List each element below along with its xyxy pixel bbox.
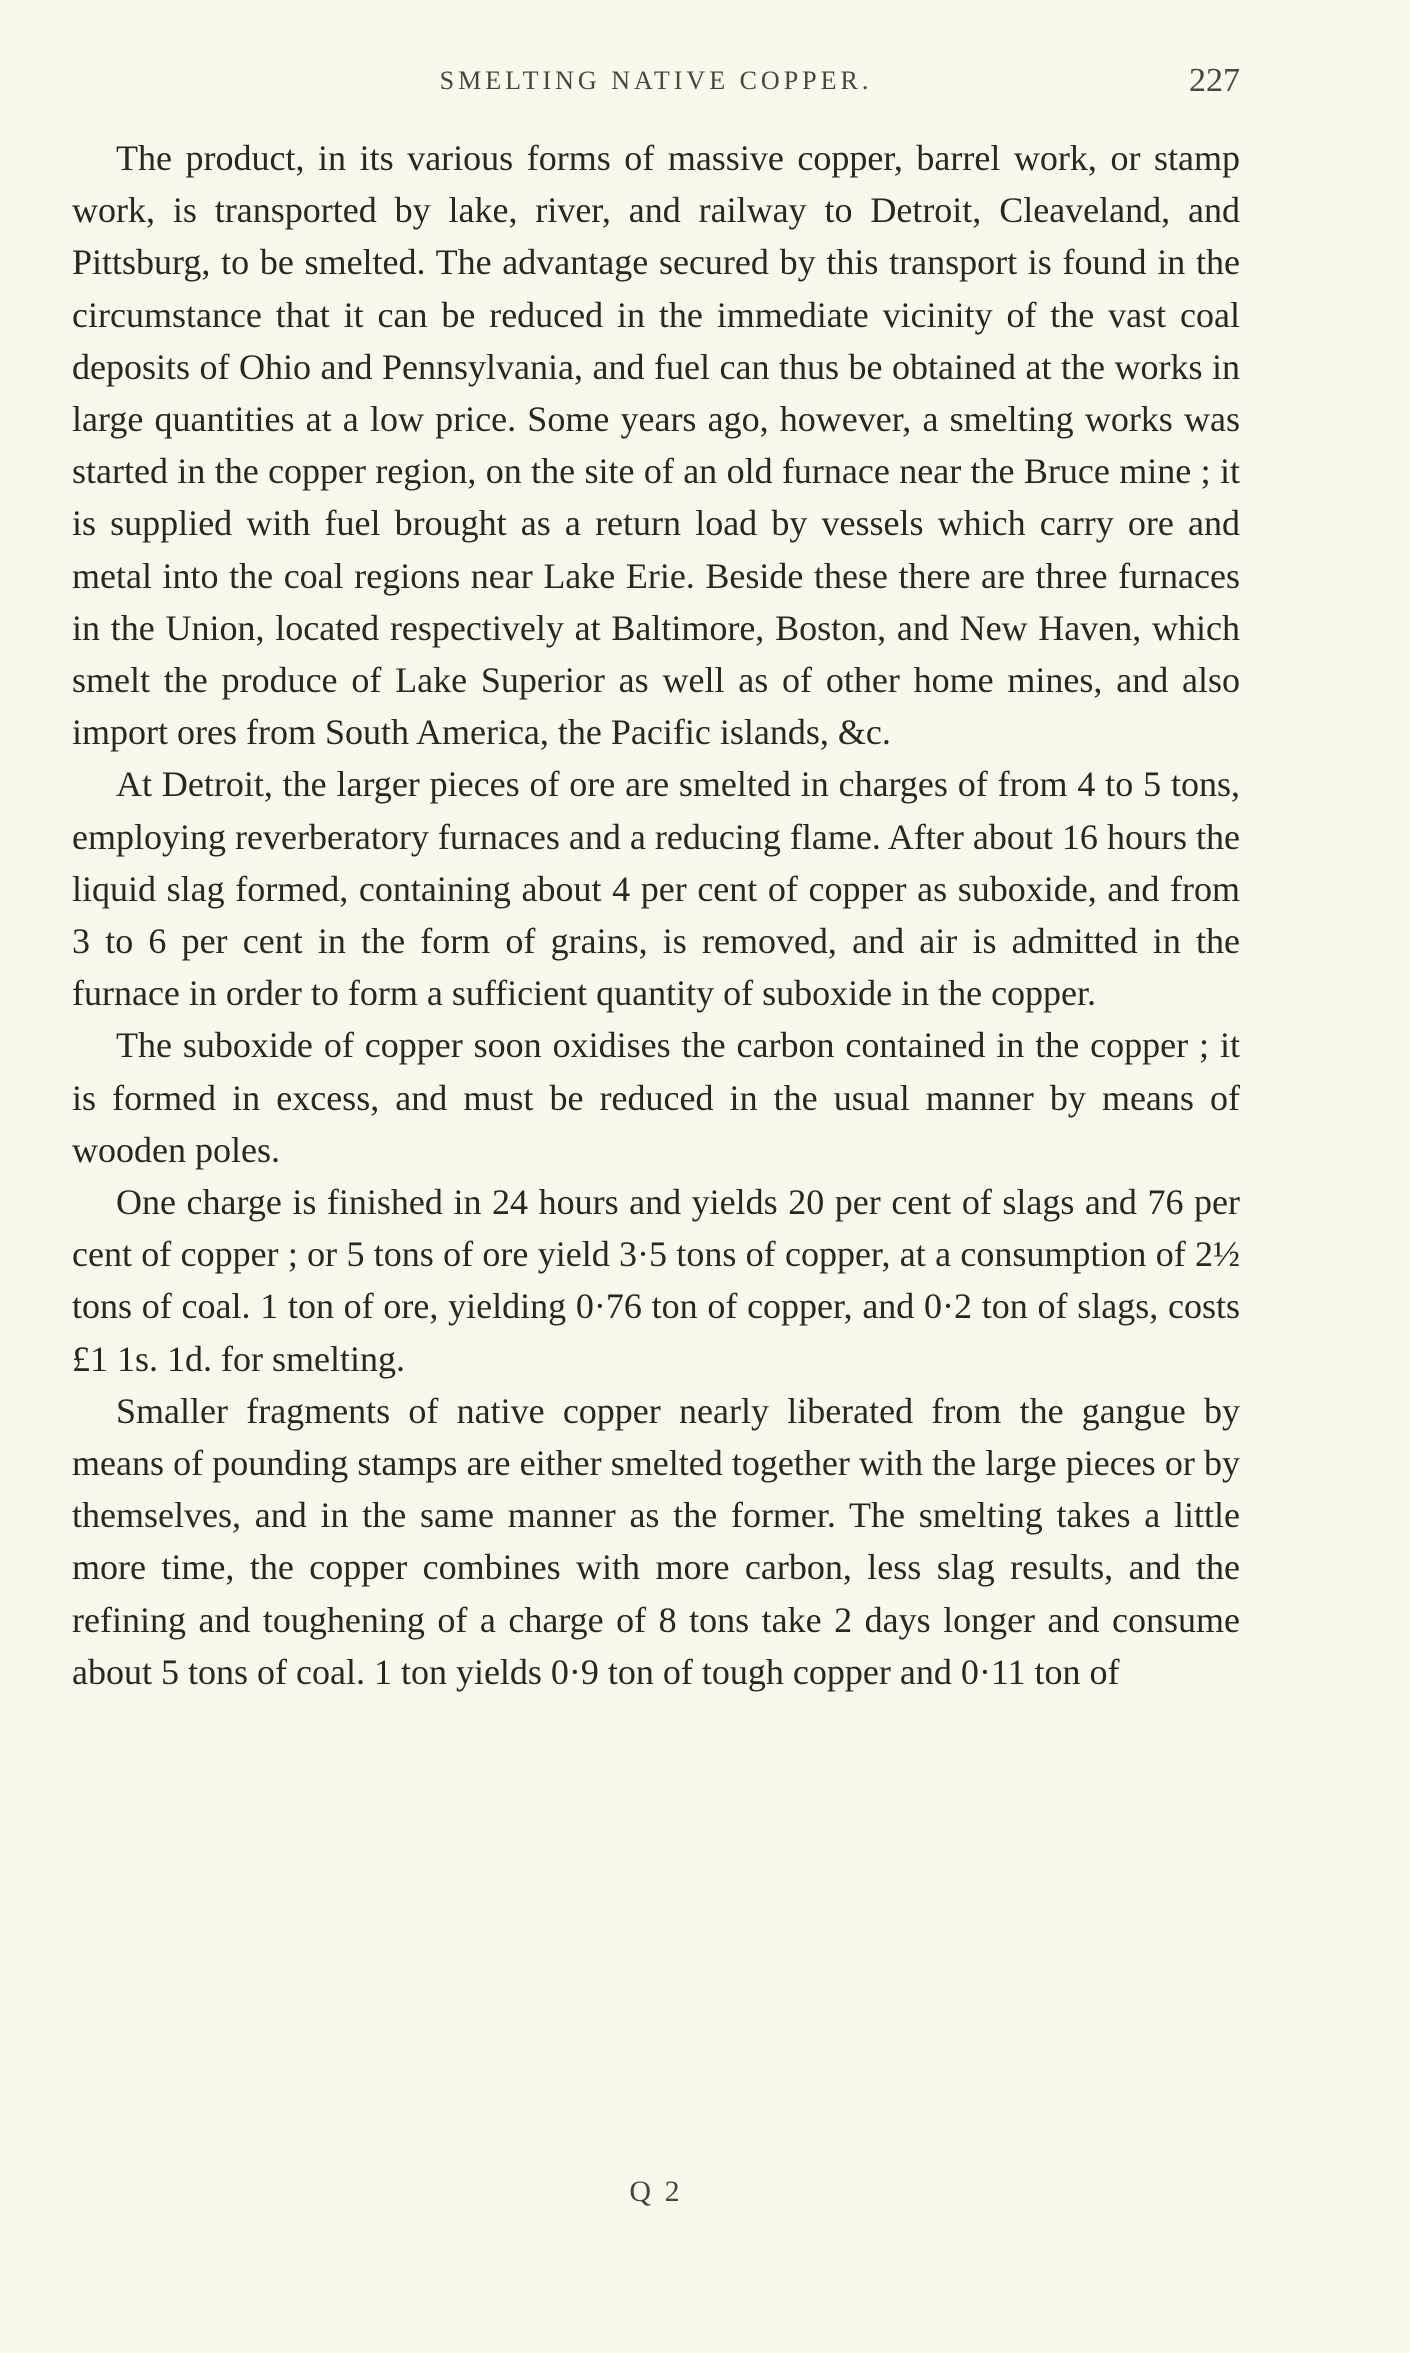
paragraph-suboxide: The suboxide of copper soon oxidises the carbon contained in the copper ; it is formed in excess, and must be reduced in the usual manner by means of wooden poles. [72,1025,1240,1170]
page-number: 227 [1189,62,1240,99]
running-head [72,62,1240,106]
paragraph-detroit-smelting: At Detroit, the larger pieces of ore are smelted in charges of from 4 to 5 tons, employing reverberatory furnaces and a reducing flame. After about 16 hours the liquid slag formed, containing about 4 per cent of copper as suboxide, and from 3 to 6 per cent in the form of grains, is removed, and air is admitted in the furnace in order to form a sufficient quantity of suboxide in the copper. [72,764,1240,1014]
paragraph-smaller-fragments: Smaller fragments of native copper nearly liberated from the gangue by means of pounding stamps are either smelted together with the large pieces or by themselves, and in the same manner as the former. The smelting takes a little more time, the copper combines with more carbon, less slag results, and the refining and toughening of a charge of 8 tons take 2 days longer and consume about 5 tons of coal. 1 ton yields 0·9 ton of tough copper and 0·11 ton of [72,1390,1240,1692]
body-text [72,132,1240,1698]
paragraph-transport: The product, in its various forms of massive copper, barrel work, or stamp work, is transported by lake, river, and railway to Detroit, Cleaveland, and Pittsburg, to be smelted. The advantage secured by this transport is found in the circumstance that it can be reduced in the immediate vicinity of the vast coal deposits of Ohio and Pennsylvania, and fuel can thus be obtained at the works in large quantities at a low price. Some years ago, however, a smelting works was started in the copper region, on the site of an old furnace near the Bruce mine ; it is supplied with fuel brought as a return load by vessels which carry ore and metal into the coal regions near Lake Erie. Beside these there are three furnaces in the Union, located respectively at Baltimore, Boston, and New Haven, which smelt the produce of Lake Superior as well as of other home mines, and also import ores from South America, the Pacific islands, &c. [72,138,1240,753]
paragraph-charge-yield: One charge is finished in 24 hours and yields 20 per cent of slags and 76 per cent of copper ; or 5 tons of ore yield 3·5 tons of copper, at a consumption of 2½ tons of coal. 1 ton of ore, yielding 0·76 ton of copper, and 0·2 ton of slags, costs £1 1s. 1d. for smelting. [72,1182,1240,1379]
signature-mark: Q 2 [629,2175,683,2208]
running-title: SMELTING NATIVE COPPER. [439,66,873,95]
